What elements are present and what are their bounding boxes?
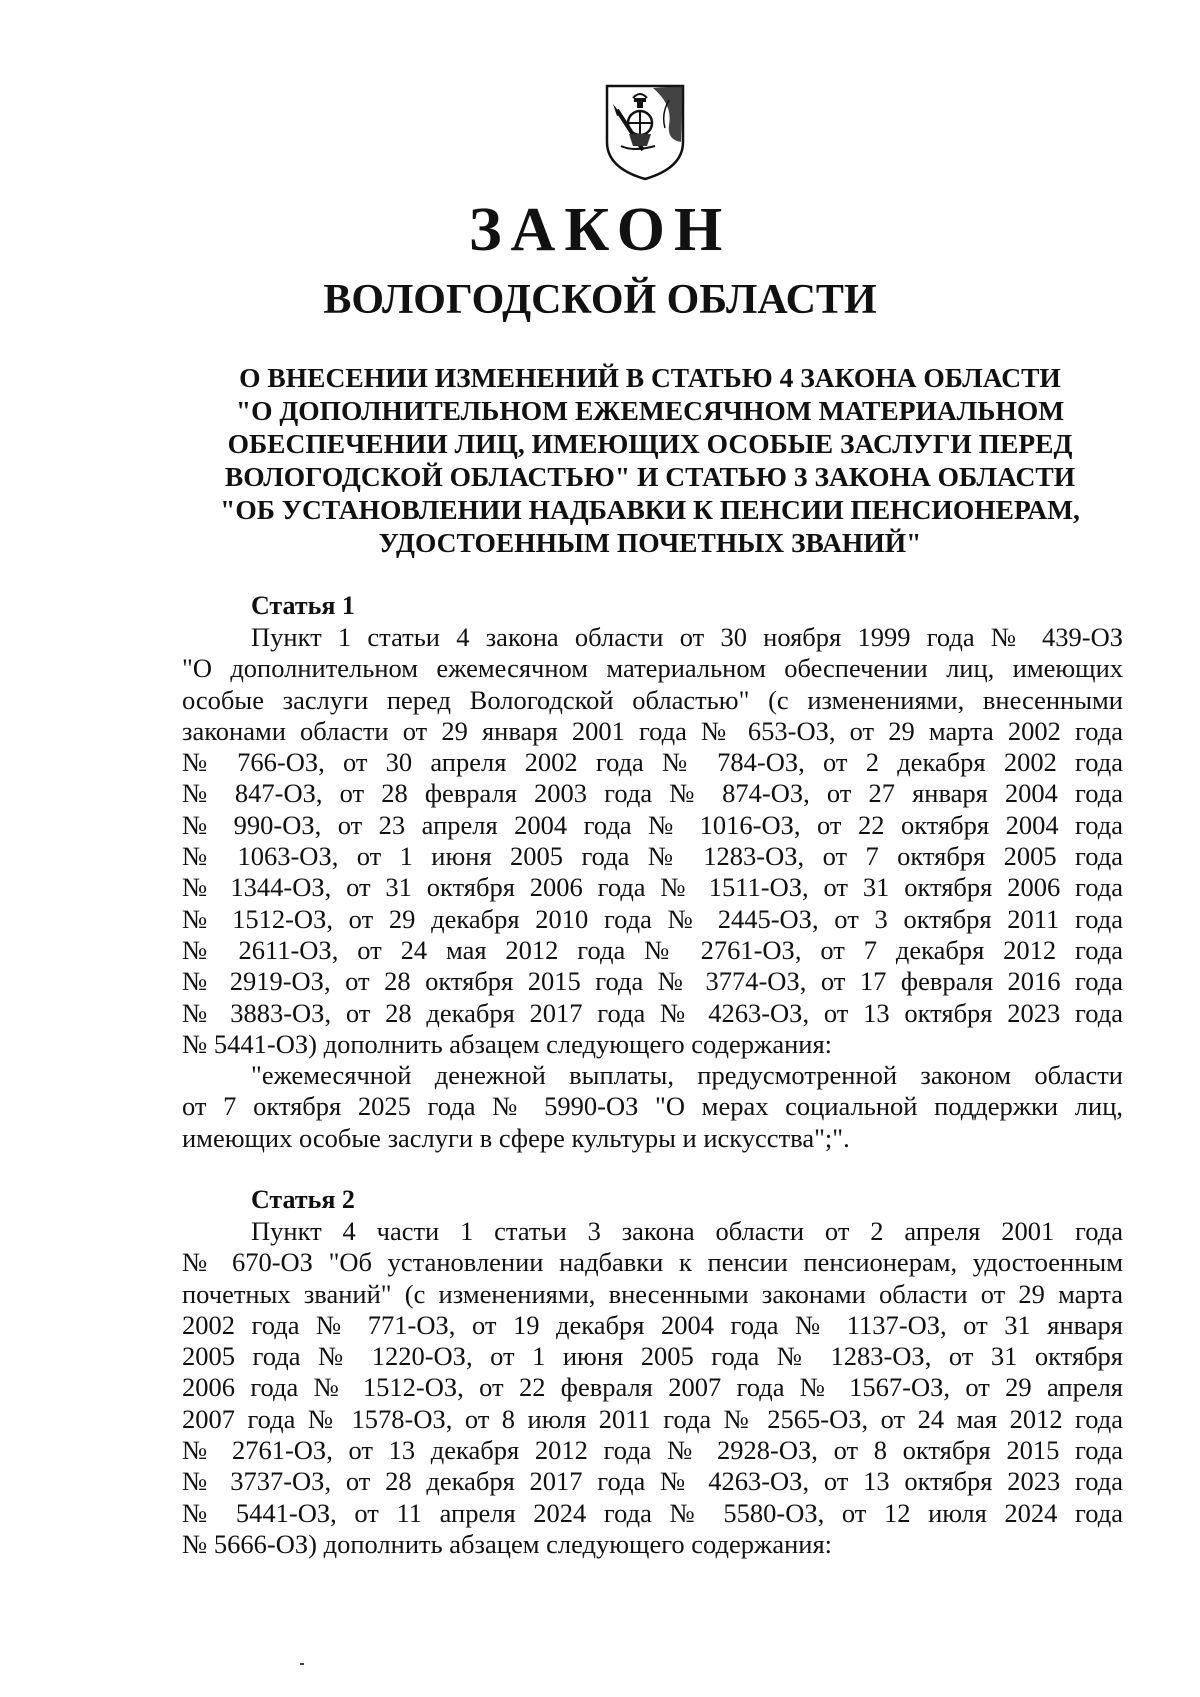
text-line: № 2761-ОЗ, от 13 декабря 2012 года № 2928-ОЗ, от 8 октября 2015 года	[182, 1435, 1123, 1466]
text-line: 2006 года № 1512-ОЗ, от 22 февраля 2007 года № 1567-ОЗ, от 29 апреля	[182, 1372, 1123, 1403]
region-name: ВОЛОГОДСКОЙ ОБЛАСТИ	[323, 277, 877, 323]
text-line: № 5441-ОЗ, от 11 апреля 2024 года № 5580-ОЗ, от 12 июля 2024 года	[182, 1497, 1123, 1528]
text-line: Пункт 4 части 1 статьи 3 закона области от 2 апреля 2001 года	[251, 1216, 1123, 1246]
text-line: Пункт 1 статьи 4 закона области от 30 ноября 1999 года № 439-ОЗ	[251, 622, 1123, 652]
text-line: № 2919-ОЗ, от 28 октября 2015 года № 3774-ОЗ, от 17 февраля 2016 года	[182, 966, 1123, 997]
heading-line: ОБЕСПЕЧЕНИИ ЛИЦ, ИМЕЮЩИХ ОСОБЫЕ ЗАСЛУГИ ПЕРЕД	[227, 428, 1073, 459]
law-heading	[180, 361, 1120, 559]
text-line: № 3883-ОЗ, от 28 декабря 2017 года № 4263-ОЗ, от 13 октября 2023 года	[182, 997, 1123, 1028]
text-line: № 990-ОЗ, от 23 апреля 2004 года № 1016-ОЗ, от 22 октября 2004 года	[182, 809, 1123, 840]
text-line: 2005 года № 1220-ОЗ, от 1 июня 2005 года № 1283-ОЗ, от 31 октября	[182, 1341, 1123, 1372]
heading-line: "ОБ УСТАНОВЛЕНИИ НАДБАВКИ К ПЕНСИИ ПЕНСИОНЕРАМ,	[220, 494, 1080, 525]
text-line: № 1512-ОЗ, от 29 декабря 2010 года № 2445-ОЗ, от 3 октября 2011 года	[182, 903, 1123, 934]
text-line: законами области от 29 января 2001 года № 653-ОЗ, от 29 марта 2002 года	[182, 715, 1123, 746]
text-line: № 670-ОЗ "Об установлении надбавки к пенсии пенсионерам, удостоенным	[182, 1247, 1123, 1278]
text-line: № 847-ОЗ, от 28 февраля 2003 года № 874-ОЗ, от 27 января 2004 года	[182, 778, 1123, 809]
heading-line: ВОЛОГОДСКОЙ ОБЛАСТЬЮ" И СТАТЬЮ 3 ЗАКОНА ОБЛАСТИ	[224, 461, 1076, 492]
article-2-text	[182, 1216, 1123, 1560]
quote-line: "ежемесячной денежной выплаты, предусмотренной законом области	[251, 1060, 1123, 1091]
scan-speck	[300, 1663, 304, 1665]
text-line: № 5666-ОЗ) дополнить абзацем следующего содержания:	[182, 1528, 833, 1559]
heading-line: УДОСТОЕННЫМ ПОЧЕТНЫХ ЗВАНИЙ"	[378, 527, 922, 558]
text-line: № 2611-ОЗ, от 24 мая 2012 года № 2761-ОЗ, от 7 декабря 2012 года	[182, 934, 1123, 965]
text-line: № 1344-ОЗ, от 31 октября 2006 года № 1511-ОЗ, от 31 октября 2006 года	[182, 872, 1123, 903]
text-line: № 1063-ОЗ, от 1 июня 2005 года № 1283-ОЗ, от 7 октября 2005 года	[182, 841, 1123, 872]
article-2-title: Статья 2	[251, 1185, 355, 1214]
coat-of-arms-icon	[603, 80, 687, 182]
heading-line: "О ДОПОЛНИТЕЛЬНОМ ЕЖЕМЕСЯЧНОМ МАТЕРИАЛЬНОМ	[235, 395, 1065, 426]
text-line: особые заслуги перед Вологодской областью" (с изменениями, внесенными	[182, 684, 1123, 715]
text-line: "О дополнительном ежемесячном материальном обеспечении лиц, имеющих	[182, 653, 1123, 684]
text-line: 2002 года № 771-ОЗ, от 19 декабря 2004 года № 1137-ОЗ, от 31 января	[182, 1309, 1123, 1340]
heading-line: О ВНЕСЕНИИ ИЗМЕНЕНИЙ В СТАТЬЮ 4 ЗАКОНА ОБЛАСТИ	[239, 362, 1061, 393]
text-line: № 3737-ОЗ, от 28 декабря 2017 года № 4263-ОЗ, от 13 октября 2023 года	[182, 1466, 1123, 1497]
article-1-text	[182, 622, 1123, 1154]
quote-line: имеющих особые заслуги в сфере культуры и искусства";".	[182, 1122, 850, 1153]
text-line: № 766-ОЗ, от 30 апреля 2002 года № 784-ОЗ, от 2 декабря 2002 года	[182, 747, 1123, 778]
text-line: 2007 года № 1578-ОЗ, от 8 июля 2011 года № 2565-ОЗ, от 24 мая 2012 года	[182, 1403, 1123, 1434]
quote-line: от 7 октября 2025 года № 5990-ОЗ "О мерах социальной поддержки лиц,	[182, 1091, 1123, 1122]
text-line: почетных званий" (с изменениями, внесенными законами области от 29 марта	[182, 1278, 1123, 1309]
article-1-title: Статья 1	[251, 591, 355, 620]
text-line: № 5441-ОЗ) дополнить абзацем следующего содержания:	[182, 1028, 833, 1059]
document-title: ЗАКОН	[468, 196, 732, 264]
